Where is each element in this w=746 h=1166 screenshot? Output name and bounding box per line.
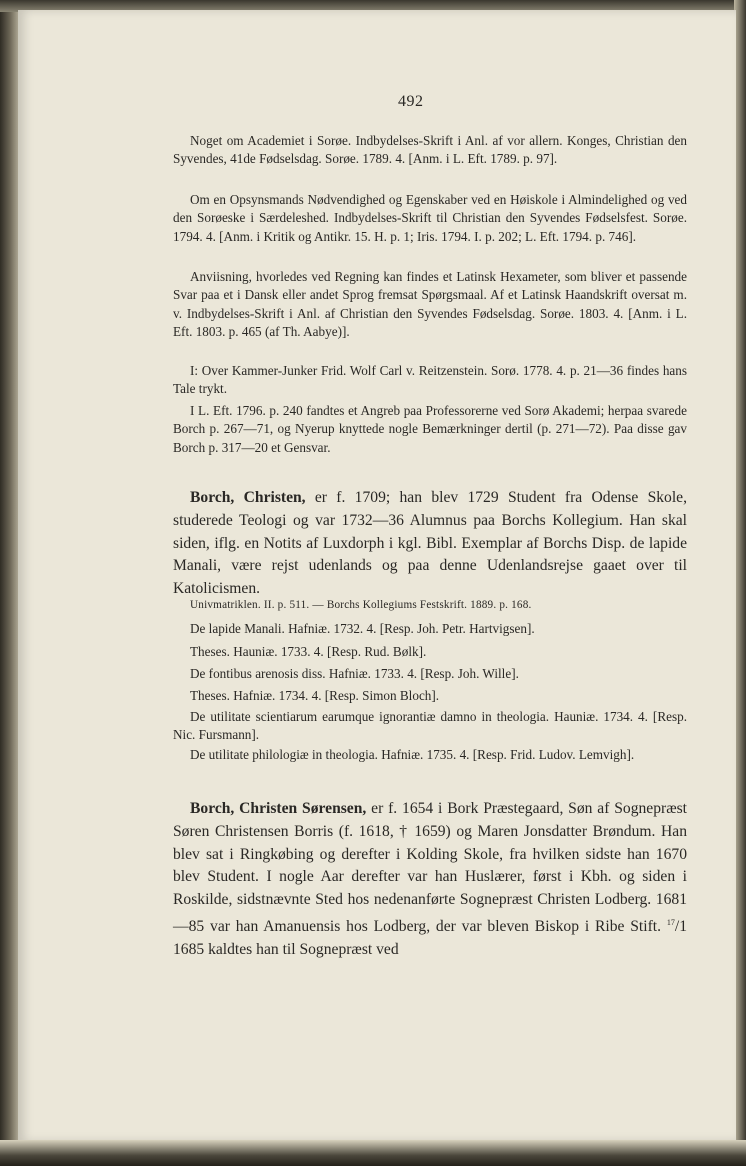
entry-name: Borch, Christen, [190, 489, 306, 506]
bibliography-entry: Om en Opsynsmands Nødvendighed og Egenskaber ved en Høiskole i Almindelighed og ved den Sorøeske i Særdeleshed. Indbydelses-Skrift til Christian den Syvendes Fødselsfest. Sorøe. 1794. 4. [Anm. i Kritik og Antikr. 15. H. p. 1; Iris. 1794. I. p. 202; L. Eft. 1794. p. 746]. [173, 192, 687, 244]
biography-entry-christen-borch [173, 487, 687, 601]
biography-entry-christen-sorensen-borch [173, 798, 687, 962]
page-bottom-edge [0, 1140, 746, 1166]
bibliography-entry: I L. Eft. 1796. p. 240 fandtes et Angreb paa Professorerne ved Sorø Akademi; herpaa svarede Borch p. 267—71, og Nyerup knyttede nogle Bemærkninger dertil (p. 271—72). Paa disse gav Borch p. 317—20 et Gensvar. [173, 403, 687, 455]
entry-text: er f. 1709; han blev 1729 Student fra Odense Skole, studerede Teologi og var 1732—36 Alumnus paa Borchs Kollegium. Han skal siden, iflg. en Notits af Luxdorph i kgl. Bibl. Exemplar af Borchs Disp. de lapide Manali, være rejst udenlands og paa denne Udenlandsrejse gaaet over til Katolicismen. [173, 489, 687, 598]
bibliography-entry: Anviisning, hvorledes ved Regning kan findes et Latinsk Hexameter, som bliver et passende Svar paa et i Dansk eller andet Sprog fremsat Spørgsmaal. Af et Latinsk Haandskrift oversat m. v. Indbydelses-Skrift i Anl. af Christian den Syvendes Fødselsdag. Sorøe. 1803. 4. [Anm. i L. Eft. 1803. p. 465 (af Th. Aabye)]. [173, 269, 687, 340]
source-reference: Univmatriklen. II. p. 511. — Borchs Kollegiums Festskrift. 1889. p. 168. [190, 599, 532, 611]
page-number: 492 [398, 93, 424, 110]
date-subscript: /1 [674, 918, 687, 936]
entry-text-end: 1685 kaldtes han til Sognepræst ved [173, 940, 399, 958]
work-entry: De utilitate philologiæ in theologia. Hafniæ. 1735. 4. [Resp. Frid. Ludov. Lemvigh]. [190, 747, 635, 762]
work-entry: Theses. Hafniæ. 1734. 4. [Resp. Simon Bloch]. [190, 688, 440, 703]
bibliography-entry: I: Over Kammer-Junker Frid. Wolf Carl v. Reitzenstein. Sorø. 1778. 4. p. 21—36 findes hans Tale trykt. [173, 363, 687, 397]
bibliography-entry: Noget om Academiet i Sorøe. Indbydelses-Skrift i Anl. af vor allern. Konges, Christian den Syvendes, 41de Fødselsdag. Sorøe. 1789. 4. [Anm. i L. Eft. 1789. p. 97]. [173, 133, 687, 167]
work-entry: De fontibus arenosis diss. Hafniæ. 1733. 4. [Resp. Joh. Wille]. [190, 666, 519, 681]
work-entry: De utilitate scientiarum earumque ignorantiæ damno in theologia. Hauniæ. 1734. 4. [Resp. Nic. Fursmann]. [173, 709, 687, 743]
entry-text: er f. 1654 i Bork Præstegaard, Søn af Sognepræst Søren Christensen Borris (f. 1618, † 1659) og Maren Jonsdatter Brøndum. Han blev sat i Ringkøbing og derefter i Kolding Skole, fra hvilken sidste han 1670 blev Student. I nogle Aar derefter var han Huslærer, først i Kbh. og siden i Roskilde, sidstnævnte Sted hos nedenanførte Sognepræst Christen Lodberg. 1681—85 var han Amanuensis hos Lodberg, der var bleven Biskop i Ribe Stift. [173, 800, 687, 936]
work-entry: Theses. Hauniæ. 1733. 4. [Resp. Rud. Bølk]. [190, 644, 427, 659]
date-superscript: 17 [666, 917, 675, 927]
entry-name: Borch, Christen Sørensen, [190, 800, 367, 817]
work-entry: De lapide Manali. Hafniæ. 1732. 4. [Resp. Joh. Petr. Hartvigsen]. [190, 621, 535, 636]
